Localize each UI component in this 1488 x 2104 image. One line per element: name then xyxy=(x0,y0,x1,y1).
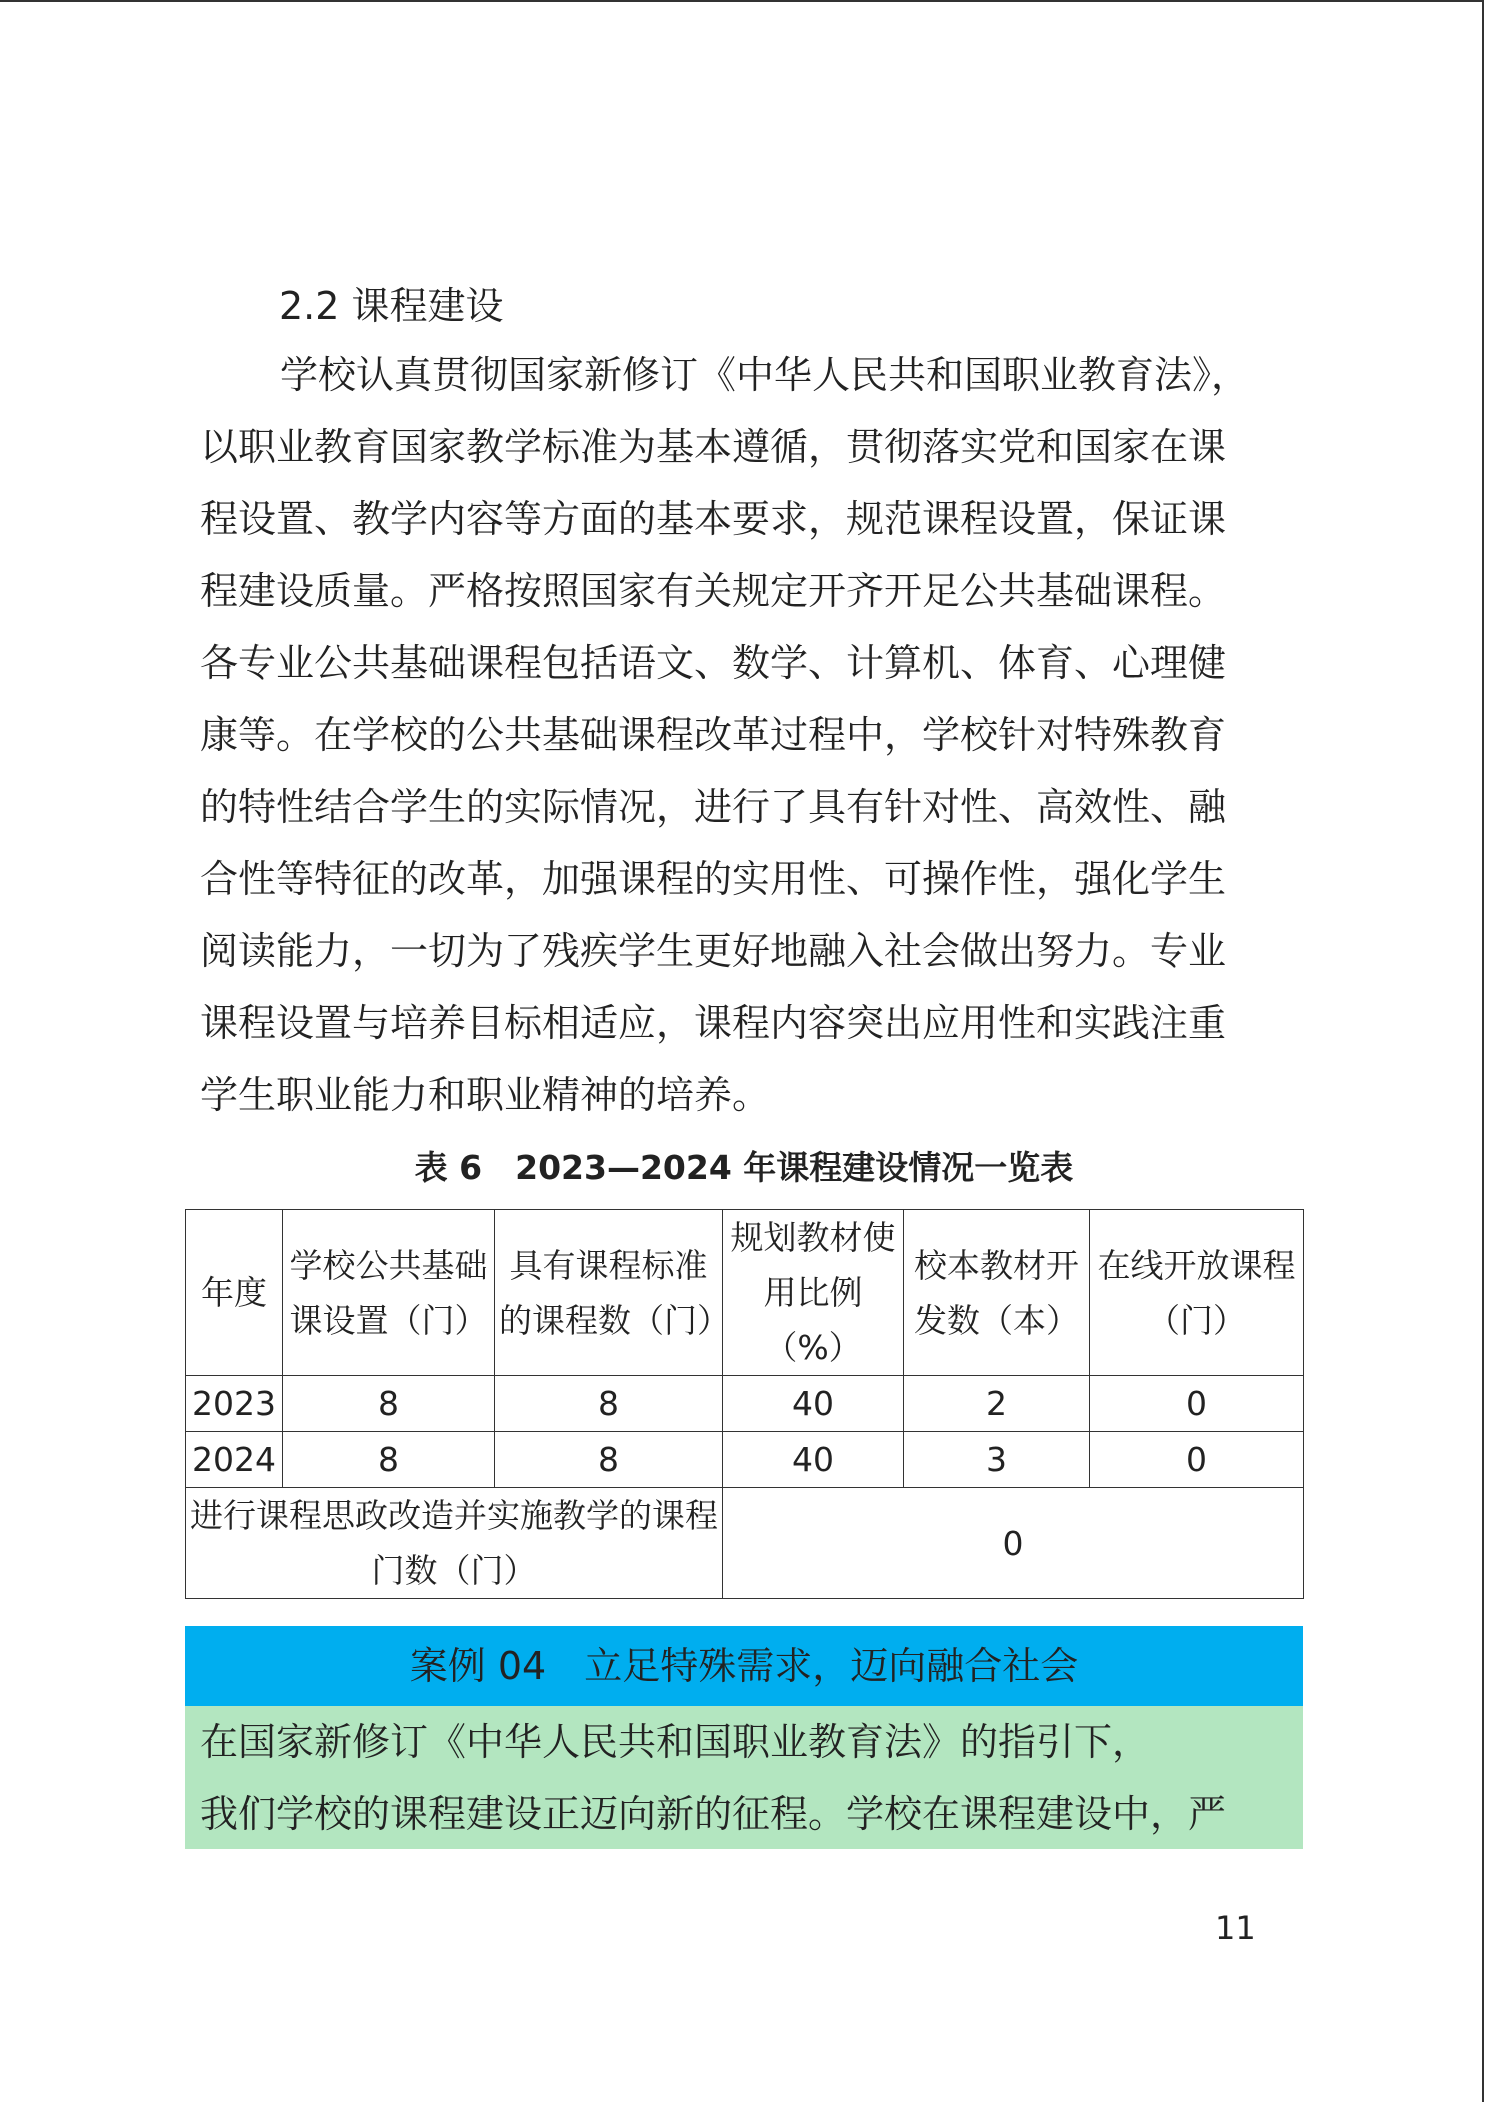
table-cell: 8 xyxy=(283,1432,495,1488)
table-cell: 0 xyxy=(1090,1432,1304,1488)
header-cell-school-textbooks: 校本教材开发数（本） xyxy=(904,1210,1090,1376)
table-caption: 表 6 2023—2024 年课程建设情况一览表 xyxy=(414,1148,1074,1187)
paragraph-line: 的特性结合学生的实际情况，进行了具有针对性、高效性、融 xyxy=(200,785,1227,829)
paragraph-line: 学校认真贯彻国家新修订《中华人民共和国职业教育法》， xyxy=(280,353,1250,397)
paragraph-line: 程建设质量。严格按照国家有关规定开齐开足公共基础课程。 xyxy=(200,569,1227,613)
header-cell-public-courses: 学校公共基础课设置（门） xyxy=(283,1210,495,1376)
header-cell-year: 年度 xyxy=(186,1210,283,1376)
table-cell: 8 xyxy=(495,1432,723,1488)
header-cell-online-courses: 在线开放课程（门） xyxy=(1090,1210,1304,1376)
paragraph-line: 课程设置与培养目标相适应，课程内容突出应用性和实践注重 xyxy=(200,1001,1227,1045)
table-cell: 2023 xyxy=(186,1376,283,1432)
case-box xyxy=(185,1626,1303,1849)
paragraph-line: 学生职业能力和职业精神的培养。 xyxy=(200,1073,771,1117)
footer-value-cell: 0 xyxy=(723,1488,1304,1599)
table-cell: 8 xyxy=(495,1376,723,1432)
case-body xyxy=(185,1706,1303,1849)
body-paragraph xyxy=(200,339,1300,1131)
table-footer-row xyxy=(186,1488,1304,1599)
paragraph-line: 合性等特征的改革，加强课程的实用性、可操作性，强化学生 xyxy=(200,857,1227,901)
table-row xyxy=(186,1432,1304,1488)
table-cell: 2024 xyxy=(186,1432,283,1488)
section-heading: 2.2 课程建设 xyxy=(279,284,504,328)
footer-label-cell: 进行课程思政改造并实施教学的课程门数（门） xyxy=(186,1488,723,1599)
table-row xyxy=(186,1376,1304,1432)
page-number: 11 xyxy=(1215,1909,1256,1947)
paragraph-line: 程设置、教学内容等方面的基本要求，规范课程设置，保证课 xyxy=(200,497,1227,541)
paragraph-line: 各专业公共基础课程包括语文、数学、计算机、体育、心理健 xyxy=(200,641,1227,685)
table-cell: 2 xyxy=(904,1376,1090,1432)
case-line: 在国家新修订《中华人民共和国职业教育法》的指引下， xyxy=(200,1720,1151,1764)
case-title: 案例 04 立足特殊需求，迈向融合社会 xyxy=(185,1626,1303,1706)
paragraph-line: 以职业教育国家教学标准为基本遵循，贯彻落实党和国家在课 xyxy=(200,425,1227,469)
course-stats-table xyxy=(185,1209,1304,1599)
table-header-row xyxy=(186,1210,1304,1376)
table-cell: 40 xyxy=(723,1376,904,1432)
table-cell: 40 xyxy=(723,1432,904,1488)
table-cell: 0 xyxy=(1090,1376,1304,1432)
header-cell-standard-courses: 具有课程标准的课程数（门） xyxy=(495,1210,723,1376)
paragraph-line: 阅读能力，一切为了残疾学生更好地融入社会做出努力。专业 xyxy=(200,929,1227,973)
case-line: 我们学校的课程建设正迈向新的征程。学校在课程建设中，严 xyxy=(200,1792,1227,1836)
paragraph-line: 康等。在学校的公共基础课程改革过程中，学校针对特殊教育 xyxy=(200,713,1227,757)
table-cell: 8 xyxy=(283,1376,495,1432)
table-cell: 3 xyxy=(904,1432,1090,1488)
header-cell-textbook-ratio: 规划教材使用比例（%） xyxy=(723,1210,904,1376)
